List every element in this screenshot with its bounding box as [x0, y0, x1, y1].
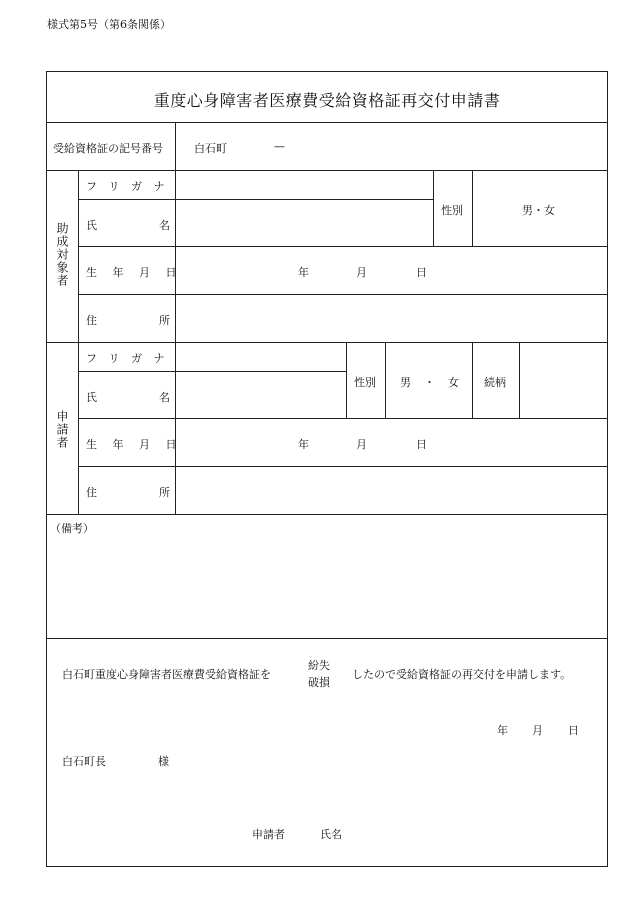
- subject-furigana-label: フ リ ガ ナ: [86, 180, 169, 193]
- subject-birth-day: 日: [416, 266, 427, 279]
- applicant-section-label: 申請者: [55, 410, 69, 449]
- applicant-furigana-field[interactable]: [176, 343, 345, 370]
- signature-applicant-label: 申請者: [252, 828, 285, 841]
- subject-address-label-1: 住: [86, 314, 97, 327]
- remarks-field[interactable]: [48, 536, 606, 636]
- cert-number-field[interactable]: [176, 123, 606, 169]
- applicant-name-label-1: 氏: [86, 391, 97, 404]
- applicant-sex-male[interactable]: 男: [400, 376, 411, 389]
- subject-furigana-field[interactable]: [176, 171, 432, 198]
- applicant-sex-label: 性別: [354, 376, 376, 389]
- form-title: 重度心身障害者医療費受給資格証再交付申請書: [153, 91, 501, 110]
- declaration-suffix: したので受給資格証の再交付を申請します。: [352, 668, 572, 681]
- reason-lost[interactable]: 紛失: [308, 659, 330, 672]
- subject-birth-label: 生 年 月 日: [86, 266, 183, 279]
- applicant-birth-day: 日: [416, 438, 427, 451]
- reason-damaged[interactable]: 破損: [308, 676, 330, 689]
- subject-name-field[interactable]: [176, 200, 432, 245]
- cert-dash: —: [274, 140, 285, 153]
- subject-name-label-2: 名: [159, 219, 170, 232]
- applicant-address-label-1: 住: [86, 486, 97, 499]
- subject-address-field[interactable]: [176, 295, 606, 341]
- addressee-honorific: 様: [158, 755, 169, 768]
- date-year: 年: [497, 724, 508, 737]
- applicant-name-field[interactable]: [176, 372, 345, 417]
- applicant-birth-month: 月: [356, 438, 367, 451]
- subject-birth-year: 年: [298, 266, 309, 279]
- cert-town: 白石町: [194, 142, 227, 155]
- cert-number-label: 受給資格証の記号番号: [53, 142, 163, 155]
- applicant-relation-label: 続柄: [484, 376, 506, 389]
- subject-section-label: 助成対象者: [55, 222, 69, 287]
- date-day: 日: [568, 724, 579, 737]
- subject-birth-field[interactable]: [176, 247, 606, 293]
- signature-name-label: 氏名: [320, 828, 342, 841]
- applicant-relation-field[interactable]: [520, 343, 606, 417]
- applicant-address-label-2: 所: [159, 486, 170, 499]
- subject-address-label-2: 所: [159, 314, 170, 327]
- applicant-sex-dot: ・: [424, 376, 435, 389]
- remarks-label: （備考）: [50, 522, 94, 535]
- applicant-name-label-2: 名: [159, 391, 170, 404]
- subject-birth-month: 月: [356, 266, 367, 279]
- applicant-birth-year: 年: [298, 438, 309, 451]
- applicant-furigana-label: フ リ ガ ナ: [86, 352, 169, 365]
- applicant-birth-label: 生 年 月 日: [86, 438, 183, 451]
- applicant-birth-field[interactable]: [176, 419, 606, 465]
- form-number: 様式第5号（第6条関係）: [47, 18, 171, 31]
- subject-sex-options[interactable]: 男・女: [522, 204, 555, 217]
- subject-sex-label: 性別: [441, 204, 463, 217]
- subject-name-label-1: 氏: [86, 219, 97, 232]
- applicant-address-field[interactable]: [176, 467, 606, 513]
- signature-name-field[interactable]: [350, 818, 600, 846]
- declaration-prefix: 白石町重度心身障害者医療費受給資格証を: [62, 668, 271, 681]
- addressee: 白石町長: [62, 755, 106, 768]
- date-month: 月: [532, 724, 543, 737]
- applicant-sex-female[interactable]: 女: [448, 376, 459, 389]
